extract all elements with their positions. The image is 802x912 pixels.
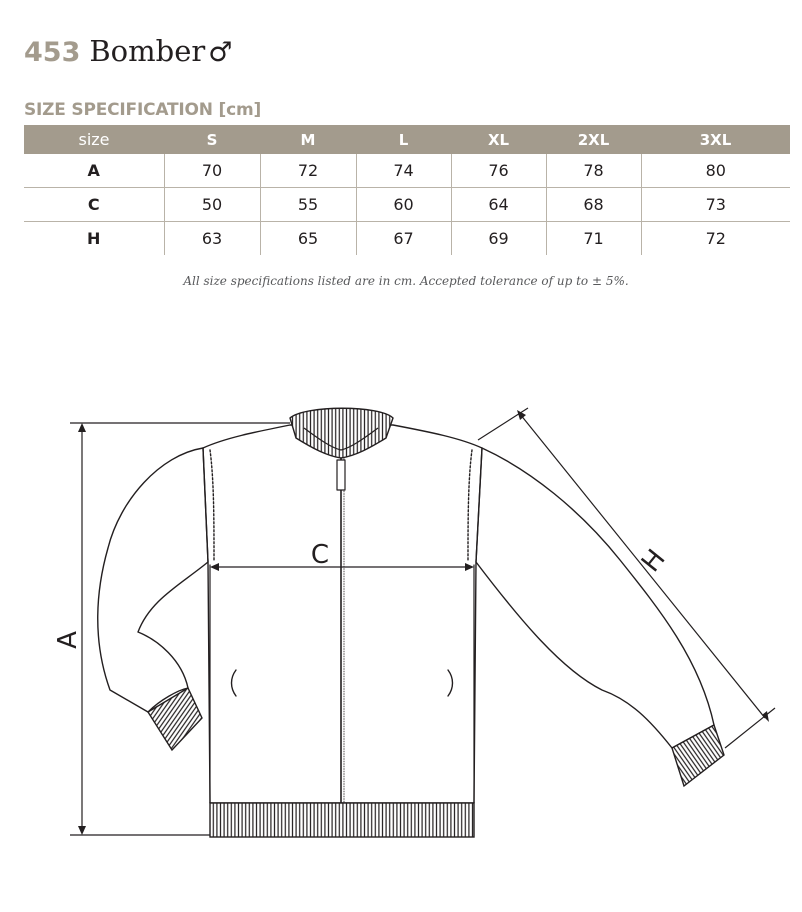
section-title: SIZE SPECIFICATION [cm]: [24, 100, 262, 120]
table-cell: 55: [260, 188, 356, 222]
left-cuff-rib: [148, 688, 202, 750]
table-cell: 71: [546, 222, 641, 256]
table-cell: 76: [451, 154, 546, 188]
right-cuff-rib: [672, 725, 724, 786]
size-header-l: L: [356, 125, 451, 154]
dimension-label-a: A: [53, 631, 83, 649]
table-cell: 80: [641, 154, 790, 188]
zipper-pull: [337, 460, 345, 490]
dimension-label-c: C: [310, 540, 330, 570]
row-label: C: [24, 188, 164, 222]
male-symbol-icon: ♂: [208, 37, 233, 68]
table-cell: 78: [546, 154, 641, 188]
size-header-s: S: [164, 125, 260, 154]
table-cell: 50: [164, 188, 260, 222]
table-cell: 65: [260, 222, 356, 256]
right-sleeve-outline: [476, 448, 714, 748]
waistband-rib: [210, 803, 474, 837]
dimension-label-h: H: [635, 543, 672, 579]
table-cell: 60: [356, 188, 451, 222]
table-cell: 64: [451, 188, 546, 222]
table-cell: 69: [451, 222, 546, 256]
tolerance-note: All size specifications listed are in cm. Accepted tolerance of up to ± 5%.: [183, 274, 629, 288]
table-cell: 70: [164, 154, 260, 188]
table-cell: 72: [641, 222, 790, 256]
row-label: H: [87, 229, 101, 248]
product-name: Bomber: [89, 34, 206, 68]
collar-rib: [290, 408, 393, 458]
size-header-2xl: 2XL: [546, 125, 641, 154]
row-label: A: [24, 154, 164, 188]
size-header-xl: XL: [451, 125, 546, 154]
table-cell: 67: [356, 222, 451, 256]
table-cell: 68: [546, 188, 641, 222]
table-cell: 63: [164, 222, 260, 256]
size-header-3xl: 3XL: [641, 125, 790, 154]
table-cell: 72: [260, 154, 356, 188]
product-code: 453: [24, 37, 81, 68]
size-column-header: size: [24, 125, 164, 154]
left-sleeve-outline: [98, 448, 208, 712]
size-header-m: M: [260, 125, 356, 154]
table-cell: 74: [356, 154, 451, 188]
dimension-line-h: [520, 414, 765, 718]
table-cell: 73: [641, 188, 790, 222]
